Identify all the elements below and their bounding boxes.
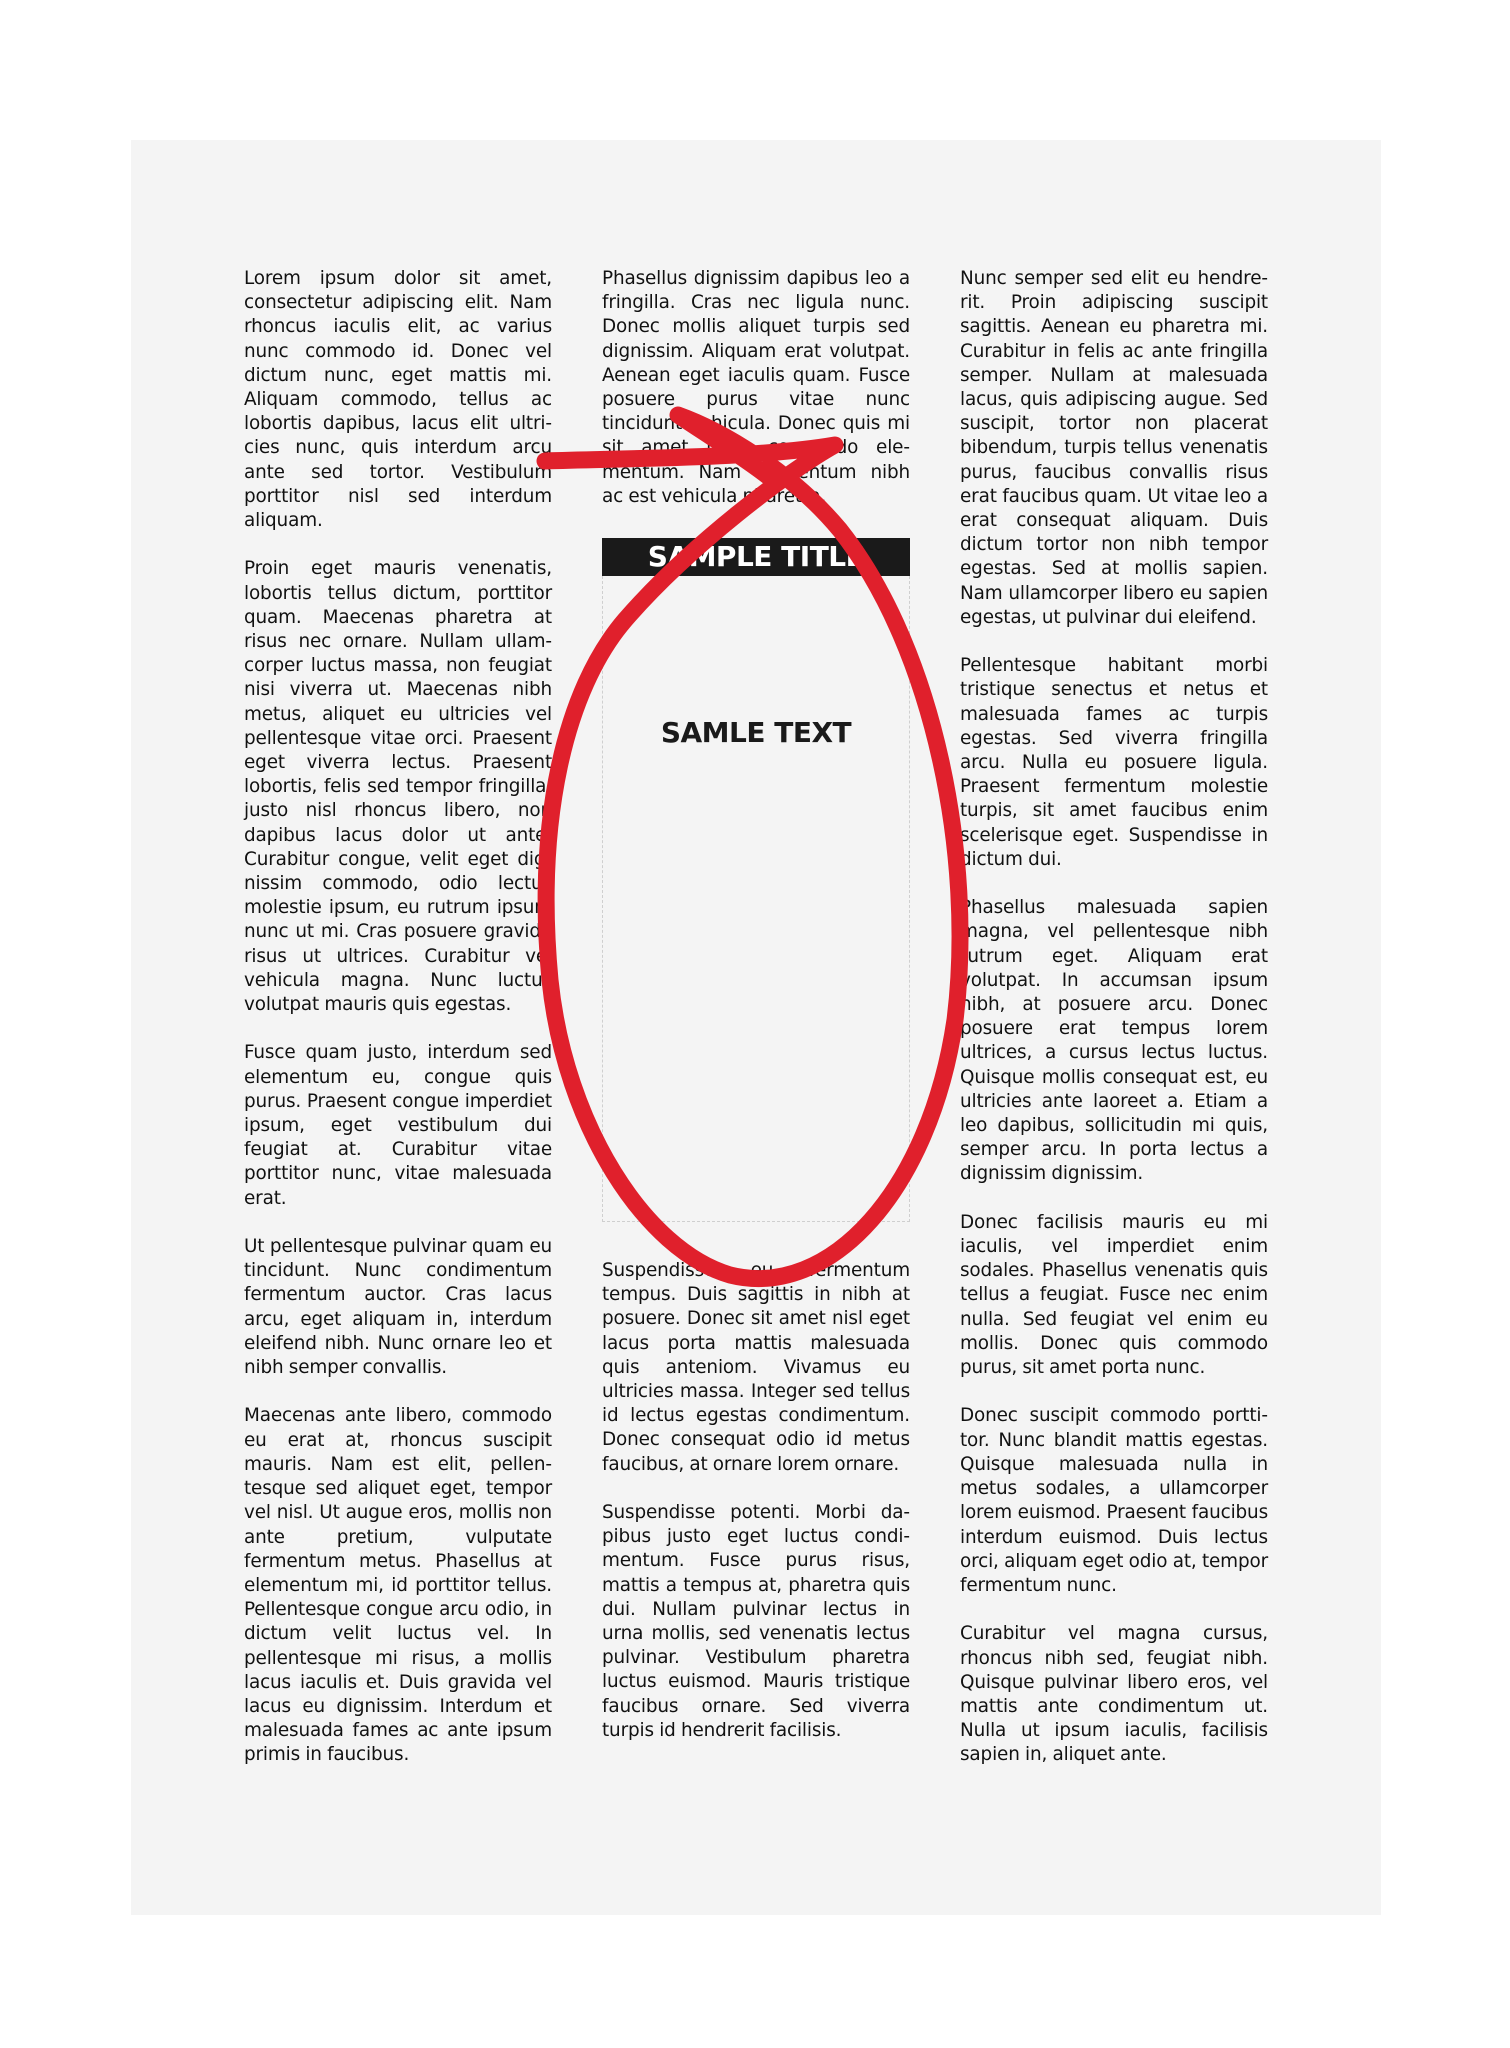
sidebar-box xyxy=(602,576,910,1222)
document-page xyxy=(131,140,1381,1915)
paragraph: Suspendisse potenti. Morbi dapibus justo eget luctus condimentum. Fusce purus risus, mattis a tempus at, pharetra quis dui. Nullam pulvinar lectus in urna mollis, sed venenatis lectus pulvinar. Vestibulum pharetra luctus euismod. Mauris tristique faucibus ornare. Sed viverra turpis id hendrerit facilisis. xyxy=(602,1502,910,1741)
sidebar-text: SAMLE TEXT xyxy=(660,716,852,749)
paragraph: Lorem ipsum dolor sit amet, consectetur adipiscing elit. Nam rhoncus iaculis elit, ac varius nunc commodo id. Donec vel dictum nunc, eget mattis mi. Aliquam commodo, tellus ac lobortis dapibus, lacus elit ultricies nunc, quis interdum arcu ante sed tortor. Vestibulum porttitor nisl sed interdum aliquam. xyxy=(244,268,552,532)
paragraph: Curabitur vel magna cursus, rhoncus nibh sed, feugiat nibh. Quisque pulvinar libero eros, vel mattis ante condimentum ut. Nulla ut ipsum iaculis, facilisis sapien in, aliquet ante. xyxy=(960,1623,1268,1766)
paragraph: Pellentesque habitant morbi tristique senectus et netus et malesuada fames ac turpis egestas. Sed viverra fringilla arcu. Nulla eu posuere ligula. Praesent fermentum molestie turpis, sit amet faucibus enim scelerisque eget. Suspendisse in dictum dui. xyxy=(960,655,1268,870)
sidebar-title: SAMPLE TITLE xyxy=(602,538,910,576)
paragraph: Maecenas ante libero, commodo eu erat at, rhoncus suscipit mauris. Nam est elit, pellentesque sed aliquet eget, tempor vel nisl. Ut augue eros, mollis non ante pretium, vulputate fermentum metus. Phasellus at elementum mi, id porttitor tellus. Pellentesque congue arcu odio, in dictum velit luctus vel. In pellentesque mi risus, a mollis lacus iaculis et. Duis gravida vel lacus eu dignissim. Interdum et malesuada fames ac ante ipsum primis in faucibus. xyxy=(244,1405,552,1766)
paragraph: Phasellus malesuada sapien magna, vel pellentesque nibh rutrum eget. Aliquam erat volutpat. In accumsan ipsum nibh, at posuere arcu. Donec posuere erat tempus lorem ultrices, a cursus lectus luctus. Quisque mollis consequat est, eu ultricies ante laoreet a. Etiam a leo dapibus, sollicitudin mi quis, semper arcu. In porta lectus a dignissim dignissim. xyxy=(960,897,1268,1185)
paragraph: Suspendisse eu fermentum tempus. Duis sagittis in nibh at posuere. Donec sit amet nisl eget lacus porta mattis malesuada quis anteniom. Vivamus eu ultricies massa. Integer sed tellus id lectus egestas condimentum. Donec consequat odio id metus faucibus, at ornare lorem ornare. xyxy=(602,1260,910,1475)
paragraph: Phasellus dignissim dapibus leo a fringilla. Cras nec ligula nunc. Donec mollis aliquet turpis sed dignissim. Aliquam erat volutpat. Aenean eget iaculis quam. Fusce posuere purus vitae nunc tincidunt vehicula. Donec quis mi sit amet justo commodo elementum. Nam fermentum nibh ac est vehicula pharetra. xyxy=(602,268,910,507)
article-column-2-top xyxy=(602,267,910,509)
paragraph: Nunc semper sed elit eu hendrerit. Proin adipiscing suscipit sagittis. Aenean eu pharetra mi. Curabitur in felis ac ante fringilla semper. Nullam at malesuada lacus, quis adipiscing augue. Sed suscipit, tortor non placerat bibendum, turpis tellus venenatis purus, faucibus convallis risus erat faucibus quam. Ut vitae leo a erat consequat aliquam. Duis dictum tortor non nibh tempor egestas. Sed at mollis sapien. Nam ullamcorper libero eu sapien egestas, ut pulvinar dui eleifend. xyxy=(960,268,1268,628)
paragraph: Proin eget mauris venenatis, lobortis tellus dictum, porttitor quam. Maecenas pharetra at risus nec ornare. Nullam ullamcorper luctus massa, non feugiat nisi viverra ut. Maecenas nibh metus, aliquet eu ultricies vel pellentesque vitae orci. Praesent eget viverra lectus. Praesent lobortis, felis sed tempor fringilla, justo nisl rhoncus libero, non dapibus lacus dolor ut ante. Curabitur congue, velit eget dignissim commodo, odio lectus molestie ipsum, eu rutrum ipsum nunc ut mi. Cras posuere gravida risus ut ultrices. Curabitur vel vehicula magna. Nunc luctus volutpat mauris quis egestas. xyxy=(244,558,552,1016)
article-column-3 xyxy=(960,267,1268,1768)
paragraph: Donec facilisis mauris eu mi iaculis, vel imperdiet enim sodales. Phasellus venenatis quis tellus a feugiat. Fusce nec enim nulla. Sed feugiat vel enim eu mollis. Donec quis commodo purus, sit amet porta nunc. xyxy=(960,1211,1268,1379)
article-column-2-bottom xyxy=(602,1259,910,1743)
paragraph: Ut pellentesque pulvinar quam eu tincidunt. Nunc condimentum fermentum auctor. Cras lacus arcu, eget aliquam in, interdum eleifend nibh. Nunc ornare leo et nibh semper convallis. xyxy=(244,1236,552,1379)
paragraph: Donec suscipit commodo porttitor. Nunc blandit mattis egestas. Quisque malesuada nulla in metus sodales, a ullamcorper lorem euismod. Praesent faucibus interdum euismod. Duis lectus orci, aliquam eget odio at, tempor fermentum nunc. xyxy=(960,1405,1268,1596)
article-column-1 xyxy=(244,267,552,1768)
paragraph: Fusce quam justo, interdum sed elementum eu, congue quis purus. Praesent congue imperdiet ipsum, eget vestibulum dui feugiat at. Curabitur vitae porttitor nunc, vitae malesuada erat. xyxy=(244,1042,552,1209)
